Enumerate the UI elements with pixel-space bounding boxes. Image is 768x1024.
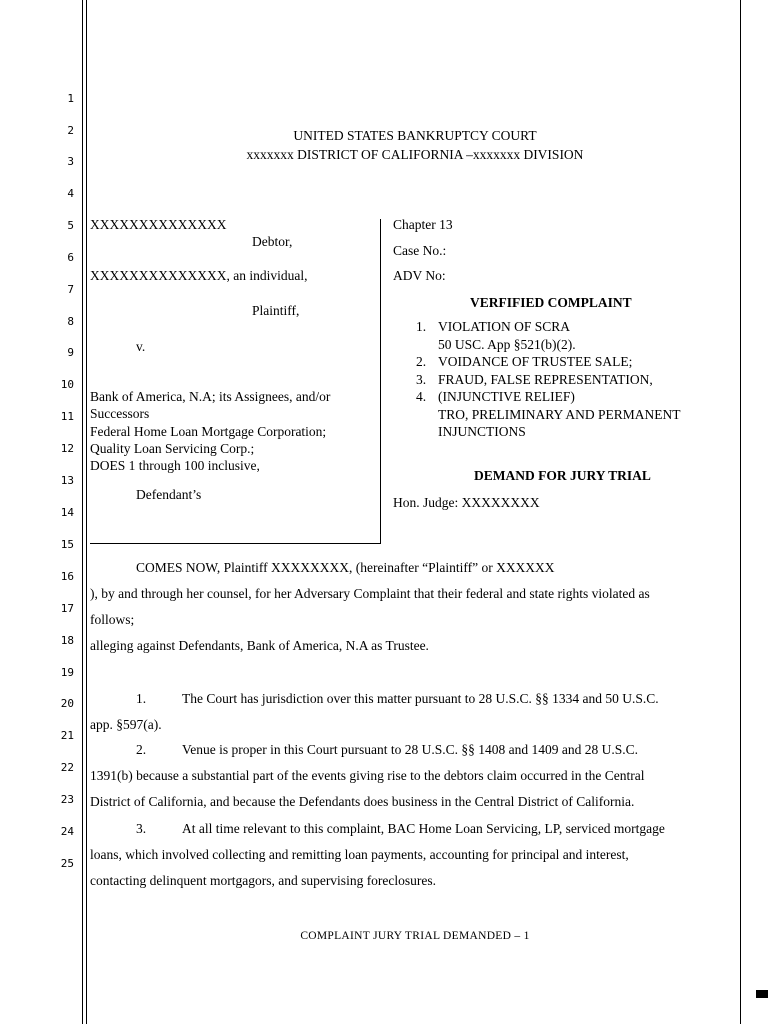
- court-name: UNITED STATES BANKRUPTCY COURT: [293, 128, 537, 143]
- claim-text: VIOLATION OF SCRA: [438, 319, 571, 334]
- claim-text: INJUNCTIONS: [438, 424, 526, 439]
- claim-text: VOIDANCE OF TRUSTEE SALE;: [438, 354, 633, 369]
- paragraph-line: The Court has jurisdiction over this matter pursuant to 28 U.S.C. §§ 1334 and 50 U.S.C.: [182, 691, 659, 706]
- line-number: 9: [67, 346, 74, 359]
- line-number: 7: [67, 283, 74, 296]
- defendant-line: Federal Home Loan Mortgage Corporation;: [90, 424, 327, 439]
- claim-number: 2.: [416, 354, 427, 369]
- defendant-line: DOES 1 through 100 inclusive,: [90, 458, 260, 473]
- claim-number: 1.: [416, 319, 427, 334]
- line-number: 17: [60, 602, 74, 615]
- left-margin-rule-outer: [82, 0, 83, 1024]
- debtor-name: XXXXXXXXXXXXXX: [90, 217, 227, 232]
- intro-line: follows;: [90, 612, 135, 627]
- page-footer: COMPLAINT JURY TRIAL DEMANDED – 1: [300, 930, 530, 942]
- paragraph-line: At all time relevant to this complaint, BAC Home Loan Servicing, LP, serviced mortgage: [182, 821, 665, 836]
- claim-text: TRO, PRELIMINARY AND PERMANENT: [438, 406, 681, 422]
- line-number: 16: [60, 570, 74, 583]
- defendant-role: Defendant’s: [136, 487, 202, 502]
- line-number: 14: [60, 506, 74, 519]
- claim-item: [400, 388, 730, 441]
- paragraph-line: District of California, and because the Defendants does business in the Central District of California.: [90, 794, 635, 809]
- intro-line: alleging against Defendants, Bank of America, N.A as Trustee.: [90, 638, 429, 653]
- paragraph-number: 1.: [136, 691, 147, 706]
- claim-item: [400, 318, 730, 353]
- line-number: 13: [60, 474, 74, 487]
- line-number: 10: [60, 378, 74, 391]
- complaint-title: VERFIFIED COMPLAINT: [470, 295, 632, 310]
- line-number: 2: [67, 124, 74, 137]
- page-edge-mark: [756, 990, 768, 998]
- line-number: 22: [60, 761, 74, 774]
- paragraph-line: Venue is proper in this Court pursuant to 28 U.S.C. §§ 1408 and 1409 and 28 U.S.C.: [182, 742, 638, 757]
- intro-line: ), by and through her counsel, for her Adversary Complaint that their federal and state rights violated as: [90, 586, 650, 601]
- right-margin-rule: [740, 0, 741, 1024]
- line-number: 15: [60, 538, 74, 551]
- court-district: xxxxxxx DISTRICT OF CALIFORNIA –xxxxxxx DIVISION: [246, 147, 584, 162]
- adversary-number: ADV No:: [393, 268, 446, 283]
- line-number: 25: [60, 857, 74, 870]
- paragraph-line: loans, which involved collecting and remitting loan payments, accounting for principal and interest,: [90, 847, 629, 862]
- claim-text: (INJUNCTIVE RELIEF): [438, 389, 575, 404]
- line-number: 23: [60, 793, 74, 806]
- line-number: 11: [60, 410, 74, 423]
- caption-divider-horizontal: [90, 543, 381, 544]
- versus: v.: [136, 339, 146, 354]
- case-number: Case No.:: [393, 243, 447, 258]
- line-number: 8: [67, 315, 74, 328]
- line-number: 18: [60, 634, 74, 647]
- caption-divider-vertical: [380, 219, 381, 543]
- paragraph-line: app. §597(a).: [90, 717, 162, 732]
- claim-number: 3.: [416, 371, 427, 387]
- intro-line: COMES NOW, Plaintiff XXXXXXXX, (hereinafter “Plaintiff” or XXXXXX: [136, 560, 555, 575]
- paragraph-line: 1391(b) because a substantial part of the events giving rise to the debtors claim occurred in the Central: [90, 768, 645, 783]
- paragraph-number: 3.: [136, 821, 147, 836]
- plaintiff-role: Plaintiff,: [252, 303, 300, 318]
- jury-demand: DEMAND FOR JURY TRIAL: [474, 468, 651, 483]
- claim-text: 50 USC. App §521(b)(2).: [438, 336, 576, 352]
- defendant-line: Quality Loan Servicing Corp.;: [90, 441, 255, 456]
- claim-item: [400, 353, 730, 371]
- line-number: 1: [67, 92, 74, 105]
- line-number: 24: [60, 825, 74, 838]
- claims-list: [400, 318, 730, 441]
- left-margin-rule-inner: [86, 0, 87, 1024]
- line-number: 12: [60, 442, 74, 455]
- line-number-column: [0, 0, 80, 1024]
- line-number: 4: [67, 187, 74, 200]
- line-number: 19: [60, 666, 74, 679]
- line-number: 3: [67, 155, 74, 168]
- plaintiff-name: XXXXXXXXXXXXXX, an individual,: [90, 268, 308, 283]
- paragraph-line: contacting delinquent mortgagors, and supervising foreclosures.: [90, 873, 437, 888]
- line-number: 5: [67, 219, 74, 232]
- claim-number: 4.: [416, 389, 427, 404]
- debtor-role: Debtor,: [252, 234, 293, 249]
- defendant-line: Bank of America, N.A; its Assignees, and/or: [90, 389, 331, 404]
- line-number: 20: [60, 697, 74, 710]
- defendant-line: Successors: [90, 406, 150, 421]
- claim-text: FRAUD, FALSE REPRESENTATION,: [438, 371, 653, 387]
- claim-item: [400, 371, 730, 389]
- line-number: 6: [67, 251, 74, 264]
- line-number: 21: [60, 729, 74, 742]
- judge: Hon. Judge: XXXXXXXX: [393, 495, 540, 510]
- paragraph-number: 2.: [136, 742, 147, 757]
- chapter: Chapter 13: [393, 217, 453, 232]
